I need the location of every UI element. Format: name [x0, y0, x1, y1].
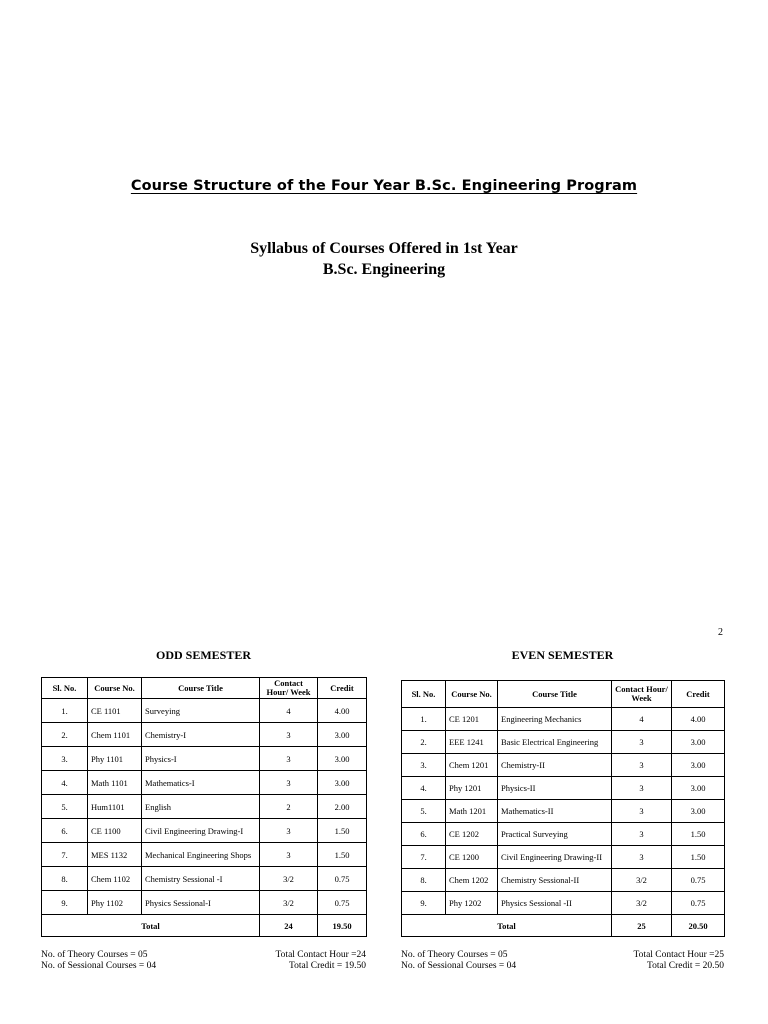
total-contact-hour: 24 — [260, 915, 318, 937]
cell-course-no: Phy 1102 — [88, 891, 142, 915]
header-credit: Credit — [318, 678, 367, 699]
main-title-text: Course Structure of the Four Year B.Sc. Engineering Program — [130, 178, 638, 194]
even-table-body — [402, 708, 725, 937]
cell-credit: 1.50 — [318, 843, 367, 867]
header-sl-no: Sl. No. — [402, 681, 446, 708]
cell-credit: 3.00 — [318, 747, 367, 771]
cell-contact-hour: 3/2 — [612, 892, 672, 915]
table-row — [42, 843, 367, 867]
table-row — [42, 771, 367, 795]
subtitle-line-2: B.Sc. Engineering — [322, 261, 446, 278]
table-row — [402, 892, 725, 915]
cell-credit: 3.00 — [318, 723, 367, 747]
cell-course-no: CE 1202 — [446, 823, 498, 846]
cell-contact-hour: 3 — [612, 731, 672, 754]
cell-course-title: Mechanical Engineering Shops — [142, 843, 260, 867]
cell-course-no: MES 1132 — [88, 843, 142, 867]
cell-sl-no: 5. — [402, 800, 446, 823]
even-sessional-count: No. of Sessional Courses = 04 — [401, 961, 517, 971]
cell-contact-hour: 3 — [612, 823, 672, 846]
cell-course-title: Physics-II — [498, 777, 612, 800]
cell-course-no: Phy 1101 — [88, 747, 142, 771]
table-row — [402, 846, 725, 869]
cell-course-no: CE 1200 — [446, 846, 498, 869]
cell-contact-hour: 3 — [612, 846, 672, 869]
cell-sl-no: 8. — [402, 869, 446, 892]
cell-course-title: Surveying — [142, 699, 260, 723]
cell-contact-hour: 3/2 — [612, 869, 672, 892]
cell-course-title: Chemistry-II — [498, 754, 612, 777]
total-credit: 20.50 — [672, 915, 725, 937]
odd-total-contact: Total Contact Hour =24 — [275, 950, 366, 960]
cell-course-title: Civil Engineering Drawing-I — [142, 819, 260, 843]
total-credit: 19.50 — [318, 915, 367, 937]
cell-sl-no: 1. — [42, 699, 88, 723]
cell-credit: 3.00 — [318, 771, 367, 795]
cell-course-no: Chem 1202 — [446, 869, 498, 892]
cell-credit: 3.00 — [672, 777, 725, 800]
cell-sl-no: 2. — [402, 731, 446, 754]
table-row — [42, 795, 367, 819]
cell-course-title: Chemistry-I — [142, 723, 260, 747]
cell-sl-no: 3. — [42, 747, 88, 771]
table-row — [42, 891, 367, 915]
cell-contact-hour: 4 — [260, 699, 318, 723]
cell-contact-hour: 3 — [260, 723, 318, 747]
cell-course-no: Math 1101 — [88, 771, 142, 795]
even-theory-count: No. of Theory Courses = 05 — [401, 950, 508, 960]
cell-contact-hour: 3 — [612, 777, 672, 800]
cell-credit: 1.50 — [672, 846, 725, 869]
table-row — [402, 708, 725, 731]
cell-sl-no: 3. — [402, 754, 446, 777]
cell-course-no: Chem 1102 — [88, 867, 142, 891]
table-row — [402, 869, 725, 892]
even-semester-heading: EVEN SEMESTER — [511, 648, 614, 662]
total-row — [402, 915, 725, 937]
header-contact-hour: Contact Hour/ Week — [260, 678, 318, 699]
header-course-title: Course Title — [142, 678, 260, 699]
cell-sl-no: 7. — [402, 846, 446, 869]
cell-contact-hour: 3/2 — [260, 891, 318, 915]
odd-total-credit: Total Credit = 19.50 — [289, 961, 366, 971]
cell-contact-hour: 3 — [612, 800, 672, 823]
cell-credit: 4.00 — [672, 708, 725, 731]
cell-course-title: Practical Surveying — [498, 823, 612, 846]
header-course-no: Course No. — [88, 678, 142, 699]
cell-sl-no: 9. — [42, 891, 88, 915]
cell-course-title: Physics Sessional-I — [142, 891, 260, 915]
header-sl-no: Sl. No. — [42, 678, 88, 699]
cell-course-no: Phy 1202 — [446, 892, 498, 915]
table-row — [402, 731, 725, 754]
cell-credit: 1.50 — [672, 823, 725, 846]
cell-credit: 3.00 — [672, 731, 725, 754]
cell-contact-hour: 3 — [260, 771, 318, 795]
page-number: 2 — [718, 627, 723, 638]
cell-credit: 4.00 — [318, 699, 367, 723]
cell-course-title: English — [142, 795, 260, 819]
header-course-no: Course No. — [446, 681, 498, 708]
cell-sl-no: 4. — [42, 771, 88, 795]
even-total-contact: Total Contact Hour =25 — [633, 950, 724, 960]
total-row — [42, 915, 367, 937]
cell-sl-no: 4. — [402, 777, 446, 800]
even-total-credit: Total Credit = 20.50 — [647, 961, 724, 971]
table-row — [42, 699, 367, 723]
cell-course-no: EEE 1241 — [446, 731, 498, 754]
odd-table-body — [42, 699, 367, 937]
header-course-title: Course Title — [498, 681, 612, 708]
cell-course-title: Engineering Mechanics — [498, 708, 612, 731]
table-row — [42, 819, 367, 843]
table-row — [42, 867, 367, 891]
cell-course-no: Phy 1201 — [446, 777, 498, 800]
cell-course-title: Chemistry Sessional -I — [142, 867, 260, 891]
odd-theory-count: No. of Theory Courses = 05 — [41, 950, 148, 960]
table-row — [402, 777, 725, 800]
cell-course-title: Mathematics-II — [498, 800, 612, 823]
cell-course-no: CE 1201 — [446, 708, 498, 731]
cell-sl-no: 9. — [402, 892, 446, 915]
odd-sessional-count: No. of Sessional Courses = 04 — [41, 961, 157, 971]
cell-sl-no: 1. — [402, 708, 446, 731]
cell-credit: 2.00 — [318, 795, 367, 819]
odd-semester-table — [41, 677, 367, 937]
cell-credit: 0.75 — [672, 869, 725, 892]
total-label: Total — [42, 915, 260, 937]
cell-contact-hour: 3 — [260, 819, 318, 843]
cell-sl-no: 8. — [42, 867, 88, 891]
even-semester-table — [401, 680, 725, 937]
cell-sl-no: 6. — [42, 819, 88, 843]
cell-contact-hour: 4 — [612, 708, 672, 731]
cell-course-no: Chem 1201 — [446, 754, 498, 777]
cell-credit: 0.75 — [318, 891, 367, 915]
cell-course-no: Hum1101 — [88, 795, 142, 819]
cell-contact-hour: 3/2 — [260, 867, 318, 891]
cell-credit: 0.75 — [672, 892, 725, 915]
main-title — [0, 178, 768, 194]
cell-sl-no: 5. — [42, 795, 88, 819]
cell-credit: 0.75 — [318, 867, 367, 891]
cell-course-no: CE 1101 — [88, 699, 142, 723]
cell-course-title: Chemistry Sessional-II — [498, 869, 612, 892]
cell-course-no: CE 1100 — [88, 819, 142, 843]
cell-contact-hour: 3 — [612, 754, 672, 777]
cell-credit: 3.00 — [672, 754, 725, 777]
table-row — [42, 747, 367, 771]
cell-course-title: Civil Engineering Drawing-II — [498, 846, 612, 869]
total-contact-hour: 25 — [612, 915, 672, 937]
subtitle-line-1: Syllabus of Courses Offered in 1st Year — [250, 240, 518, 257]
total-label: Total — [402, 915, 612, 937]
odd-summary-totals — [236, 950, 366, 972]
cell-credit: 1.50 — [318, 819, 367, 843]
table-row — [402, 823, 725, 846]
cell-course-no: Math 1201 — [446, 800, 498, 823]
table-row — [402, 800, 725, 823]
cell-course-title: Physics Sessional -II — [498, 892, 612, 915]
header-contact-hour: Contact Hour/ Week — [612, 681, 672, 708]
odd-summary-counts — [41, 950, 156, 972]
cell-course-title: Basic Electrical Engineering — [498, 731, 612, 754]
cell-course-no: Chem 1101 — [88, 723, 142, 747]
table-row — [402, 754, 725, 777]
cell-sl-no: 7. — [42, 843, 88, 867]
odd-semester-heading: ODD SEMESTER — [155, 648, 252, 662]
even-summary-totals — [594, 950, 724, 972]
cell-course-title: Mathematics-I — [142, 771, 260, 795]
cell-contact-hour: 3 — [260, 843, 318, 867]
cell-sl-no: 6. — [402, 823, 446, 846]
cell-contact-hour: 2 — [260, 795, 318, 819]
cell-sl-no: 2. — [42, 723, 88, 747]
cell-credit: 3.00 — [672, 800, 725, 823]
header-credit: Credit — [672, 681, 725, 708]
table-row — [42, 723, 367, 747]
cell-course-title: Physics-I — [142, 747, 260, 771]
cell-contact-hour: 3 — [260, 747, 318, 771]
even-summary-counts — [401, 950, 516, 972]
